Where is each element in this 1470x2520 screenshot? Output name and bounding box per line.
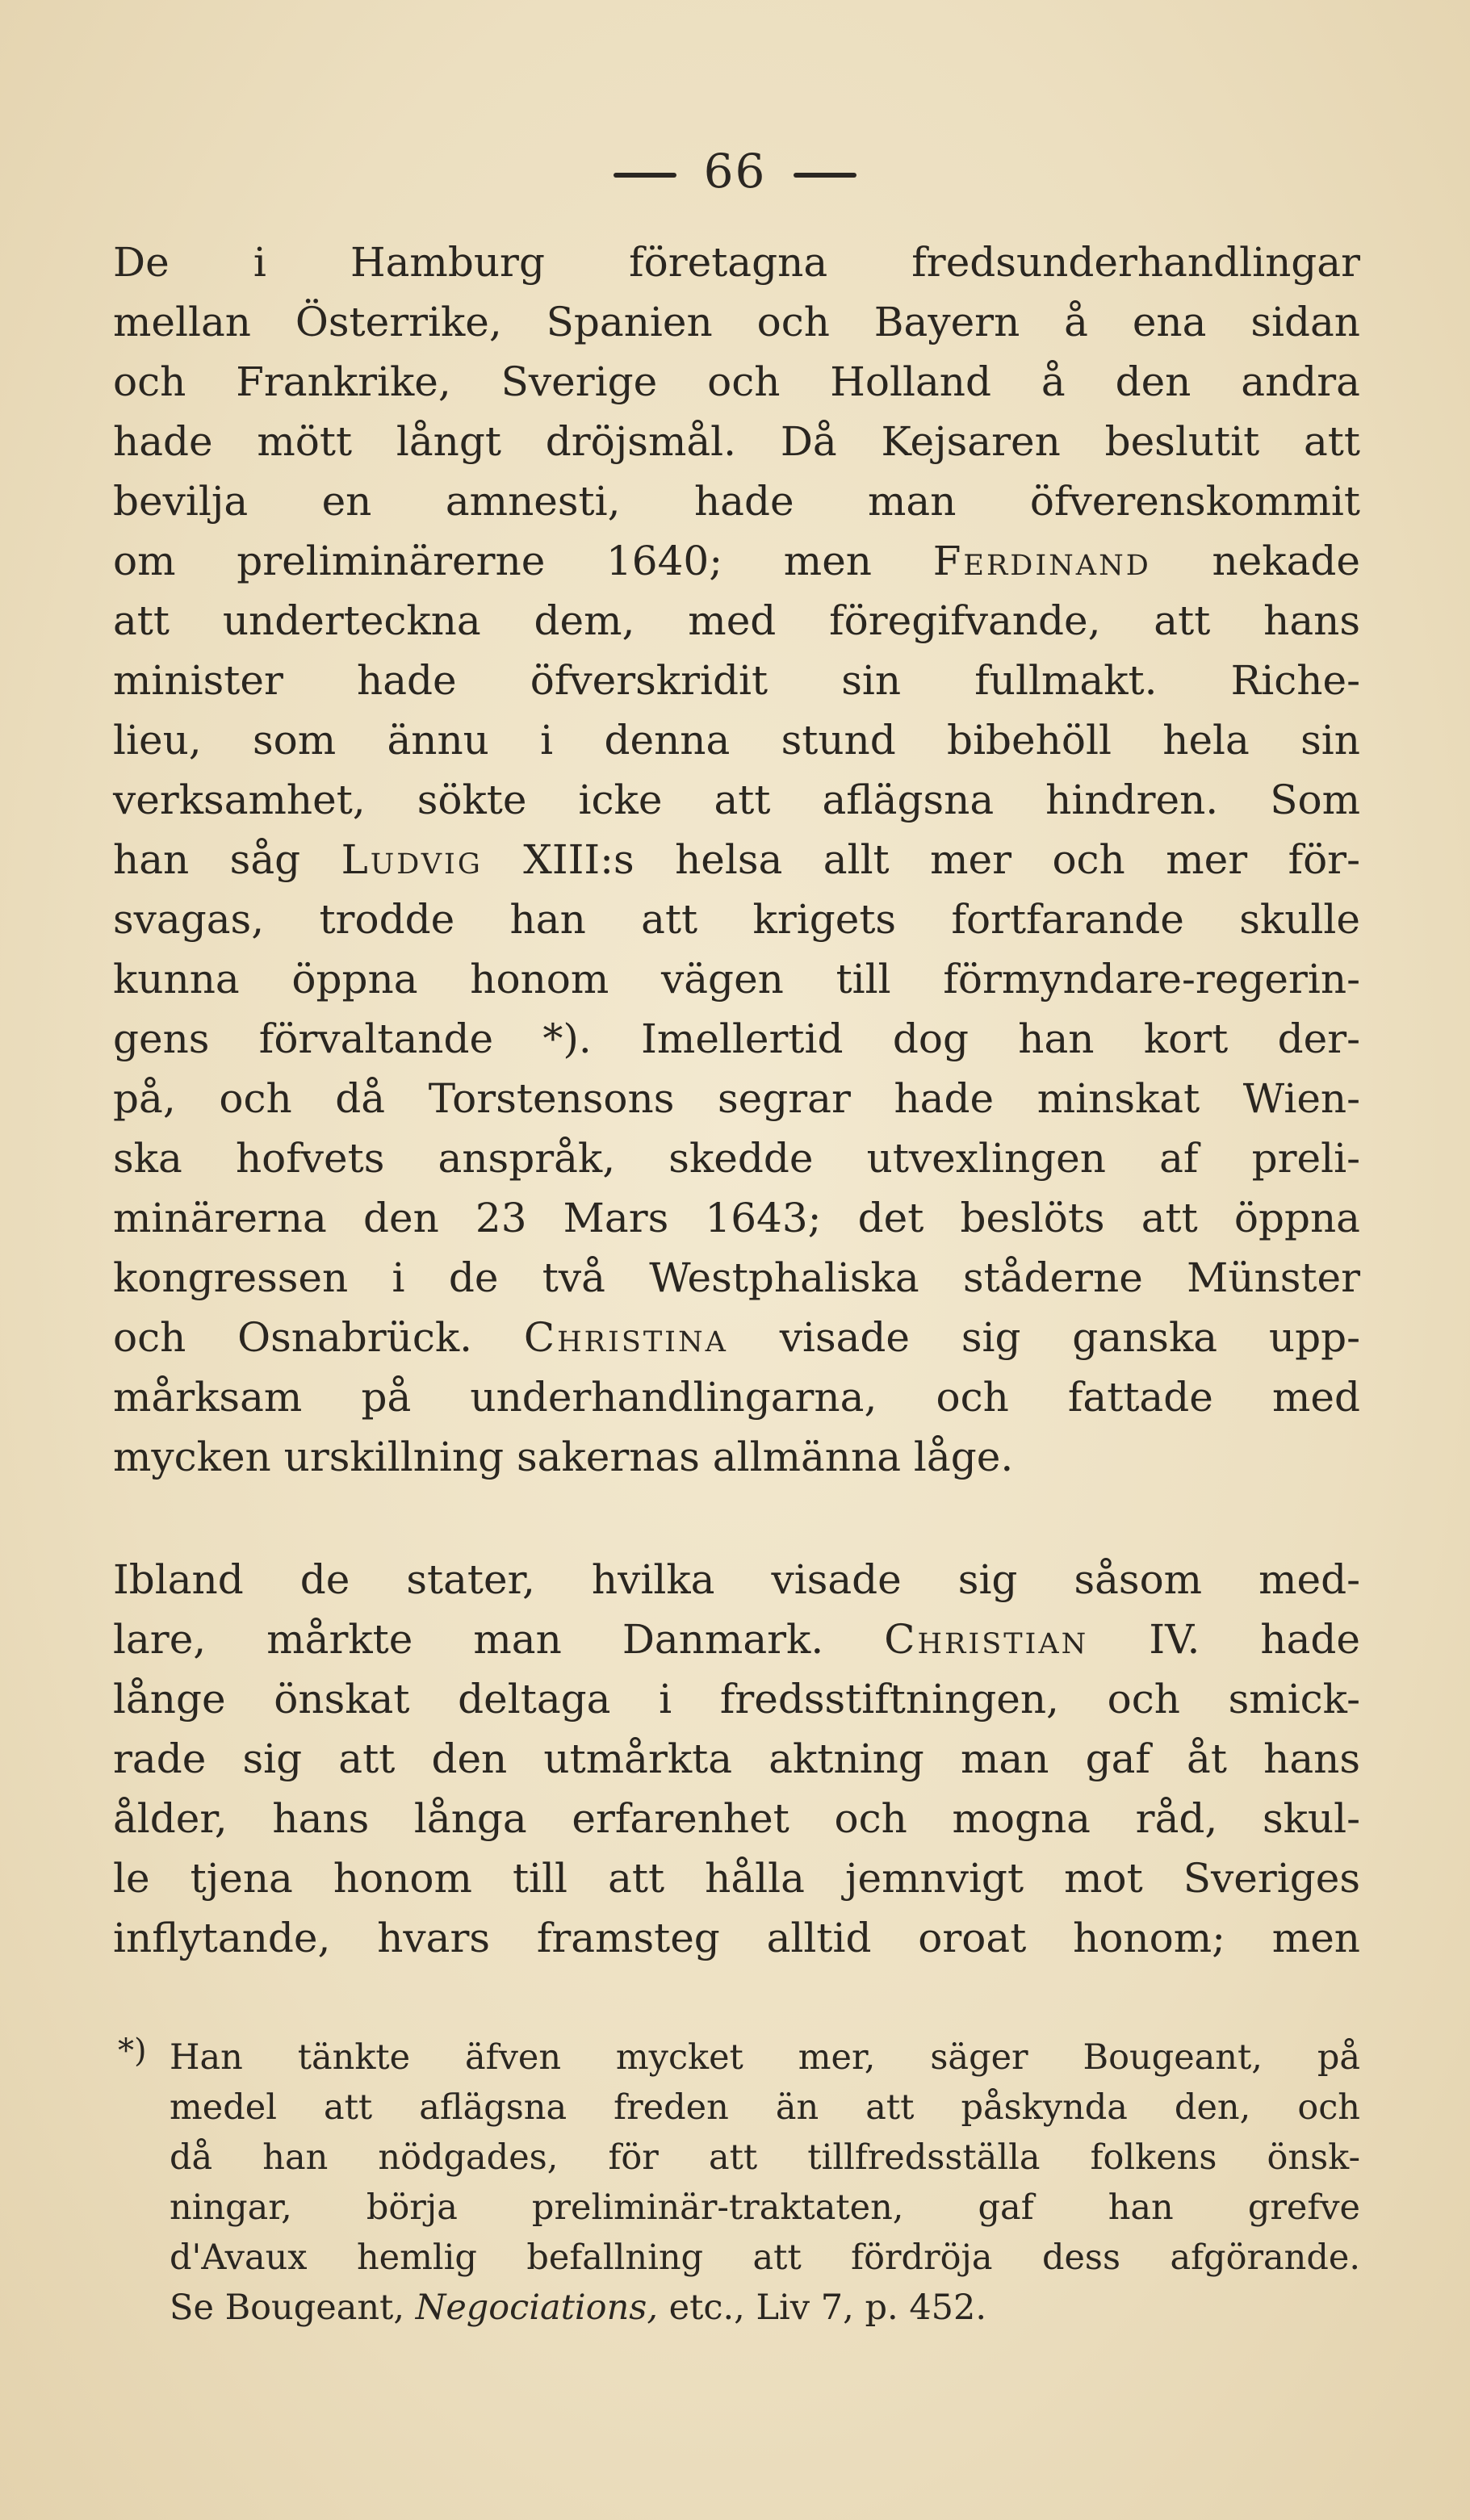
text-line: bevilja en amnesti, hade man öfverenskommit [113, 478, 1360, 525]
text-line: De i Hamburg företagna fredsunderhandlingar [113, 239, 1360, 286]
text-line: gens förvaltande *). Imellertid dog han kort der- [113, 1015, 1360, 1062]
line-text: Se Bougeant, [170, 2288, 405, 2328]
text-line: långe önskat deltaga i fredsstiftningen, och smick- [113, 1676, 1360, 1723]
text-line: svagas, trodde han att krigets fortfarande skulle [113, 896, 1360, 943]
footnote-line: medel att aflägsna freden än att påskynda den, och [170, 2087, 1360, 2128]
page-header [0, 144, 1470, 199]
text-line: kongressen i de två Westphaliska ståderne Münster [113, 1254, 1360, 1301]
header-dash-left [614, 173, 676, 178]
text-line: kunna öppna honom vägen till förmyndare-regerin- [113, 956, 1360, 1003]
footnote-mark: *) [118, 2032, 147, 2070]
text-line: rade sig att den utmårkta aktning man gaf åt hans [113, 1735, 1360, 1782]
text-line: på, och då Torstensons segrar hade minskat Wien- [113, 1075, 1360, 1122]
line-text: visade sig ganska upp- [779, 1314, 1360, 1361]
name-christina: Christina [523, 1314, 728, 1361]
header-dash-right [794, 173, 856, 178]
work-title: Negociations, [415, 2288, 658, 2328]
text-line: Ibland de stater, hvilka visade sig såsom med- [113, 1556, 1360, 1603]
footnote [118, 2032, 1360, 2333]
line-text: om preliminärerne 1640; men [113, 538, 872, 584]
name-ferdinand: Ferdinand [932, 538, 1151, 584]
text-line: mycken urskillning sakernas allmänna låge. [113, 1434, 1014, 1480]
line-text: lare, mårkte man Danmark. [113, 1616, 824, 1663]
footnote-line: då han nödgades, för att tillfredsställa folkens önsk- [170, 2137, 1360, 2178]
text-line: inflytande, hvars framsteg alltid oroat honom; men [113, 1915, 1360, 1961]
text-line [113, 1610, 1360, 1669]
text-line: och Frankrike, Sverige och Holland å den andra [113, 358, 1360, 405]
name-christian: Christian [884, 1616, 1089, 1663]
text-line: lieu, som ännu i denna stund bibehöll hela sin [113, 717, 1360, 764]
text-line: le tjena honom till att hålla jemnvigt mot Sveriges [113, 1855, 1360, 1902]
text-line: verksamhet, sökte icke att aflägsna hindren. Som [113, 777, 1360, 823]
page-number: 66 [703, 144, 767, 199]
footnote-line: d'Avaux hemlig befallning att fördröja dess afgörande. [170, 2237, 1360, 2278]
footnote-line: ningar, börja preliminär-traktaten, gaf han grefve [170, 2187, 1360, 2228]
text-line: mårksam på underhandlingarna, och fattade med [113, 1374, 1360, 1421]
name-ludvig: Ludvig [341, 836, 483, 883]
paragraph-1 [113, 232, 1360, 1487]
line-text: och Osnabrück. [113, 1314, 473, 1361]
line-text: IV. hade [1149, 1616, 1360, 1663]
text-line [113, 1308, 1360, 1367]
line-text: han såg [113, 836, 301, 883]
text-line: att underteckna dem, med föregifvande, att hans [113, 597, 1360, 644]
text-line [113, 531, 1360, 591]
text-line: ska hofvets anspråk, skedde utvexlingen af preli- [113, 1135, 1360, 1182]
text-line: minister hade öfverskridit sin fullmakt. Riche- [113, 657, 1360, 704]
line-text: etc., Liv 7, p. 452. [668, 2288, 987, 2328]
line-text: nekade [1212, 538, 1360, 584]
text-line: ålder, hans långa erfarenhet och mogna råd, skul- [113, 1795, 1360, 1842]
paragraph-2 [113, 1550, 1360, 1968]
text-line: mellan Österrike, Spanien och Bayern å ena sidan [113, 299, 1360, 345]
text-line [113, 830, 1360, 890]
footnote-line: Han tänkte äfven mycket mer, säger Bougeant, på [170, 2037, 1360, 2078]
footnote-line [170, 2283, 1360, 2333]
text-line: minärerna den 23 Mars 1643; det beslöts att öppna [113, 1195, 1360, 1241]
line-text: XIII:s helsa allt mer och mer för- [523, 836, 1360, 883]
text-line: hade mött långt dröjsmål. Då Kejsaren beslutit att [113, 418, 1360, 465]
